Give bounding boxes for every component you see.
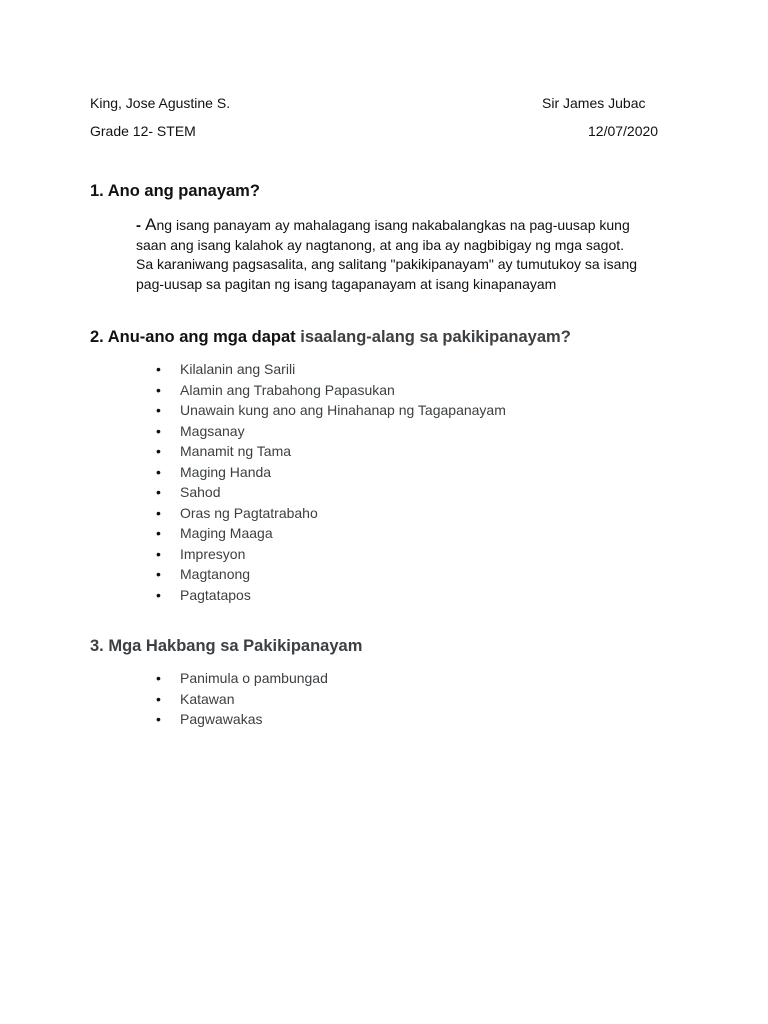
answer-line-text: ng isang panayam ay mahalagang isang nakabalangkas na pag-uusap kung xyxy=(156,217,630,233)
list-item-text: Magtanong xyxy=(180,566,251,582)
bullet-icon: • xyxy=(156,711,161,727)
list-item-text: Katawan xyxy=(180,690,235,707)
list-item-text: Panimula o pambungad xyxy=(180,670,328,686)
list-item xyxy=(156,441,506,462)
question-1-answer xyxy=(136,215,696,294)
list-item xyxy=(156,359,506,380)
document-date: 12/07/2020 xyxy=(588,123,659,139)
answer-line: Sa karaniwang pagsasalita, ang salitang "pakikipanayam" ay tumutukoy sa isang xyxy=(136,256,638,272)
list-item-text: Oras ng Pagtatrabaho xyxy=(180,504,318,521)
question-3-heading: 3. Mga Hakbang sa Pakikipanayam xyxy=(90,637,363,655)
bullet-icon: • xyxy=(156,484,161,500)
question-2-heading xyxy=(90,328,571,347)
bullet-icon: • xyxy=(156,402,161,418)
list-item xyxy=(156,462,506,483)
list-item xyxy=(156,421,506,442)
list-item xyxy=(156,482,506,503)
list-item xyxy=(156,523,506,544)
list-item-text: Maging Handa xyxy=(180,463,272,480)
list-item xyxy=(156,544,506,565)
bullet-icon: • xyxy=(156,422,161,439)
grade-section: Grade 12- STEM xyxy=(90,123,196,139)
bullet-icon: • xyxy=(156,670,161,686)
list-item-text: Impresyon xyxy=(180,545,246,562)
question-2-heading-part1: 2. Anu-ano ang mga dapat xyxy=(90,328,301,346)
bullet-icon: • xyxy=(156,443,161,459)
list-item-text: Alamin ang Trabahong Papasukan xyxy=(180,381,395,398)
answer-dash: - xyxy=(136,217,146,234)
list-item-text: Maging Maaga xyxy=(180,525,273,541)
answer-line: saan ang isang kalahok ay nagtanong, at ang iba ay nagbibigay ng mga sagot. xyxy=(136,236,625,253)
answer-line xyxy=(136,215,696,236)
question-3-list xyxy=(156,668,328,730)
list-item xyxy=(156,668,328,689)
list-item xyxy=(156,564,506,585)
question-1-heading: 1. Ano ang panayam? xyxy=(90,182,260,200)
list-item-text: Magsanay xyxy=(180,422,245,439)
bullet-icon: • xyxy=(156,566,161,582)
bullet-icon: • xyxy=(156,690,161,707)
list-item-text: Kilalanin ang Sarili xyxy=(180,361,296,377)
bullet-icon: • xyxy=(156,525,161,541)
list-item xyxy=(156,400,506,421)
list-item-text: Pagtatapos xyxy=(180,586,251,603)
list-item xyxy=(156,503,506,524)
list-item xyxy=(156,689,328,710)
teacher-name: Sir James Jubac xyxy=(542,95,646,111)
bullet-icon: • xyxy=(156,586,161,603)
question-2-list xyxy=(156,359,506,605)
question-2-heading-part2: isaalang-alang sa pakikipanayam? xyxy=(300,328,571,346)
list-item xyxy=(156,585,506,606)
bullet-icon: • xyxy=(156,361,161,377)
list-item xyxy=(156,380,506,401)
answer-line: pag-uusap sa pagitan ng isang tagapanayam at isang kinapanayam xyxy=(136,275,557,292)
list-item-text: Sahod xyxy=(180,484,221,500)
list-item-text: Pagwawakas xyxy=(180,711,263,727)
bullet-icon: • xyxy=(156,545,161,562)
bullet-icon: • xyxy=(156,504,161,521)
answer-first-letter: A xyxy=(145,215,157,234)
bullet-icon: • xyxy=(156,463,161,480)
list-item xyxy=(156,709,328,730)
list-item-text: Unawain kung ano ang Hinahanap ng Tagapanayam xyxy=(180,402,506,418)
student-name: King, Jose Agustine S. xyxy=(90,95,231,111)
list-item-text: Manamit ng Tama xyxy=(180,443,292,459)
bullet-icon: • xyxy=(156,381,161,398)
